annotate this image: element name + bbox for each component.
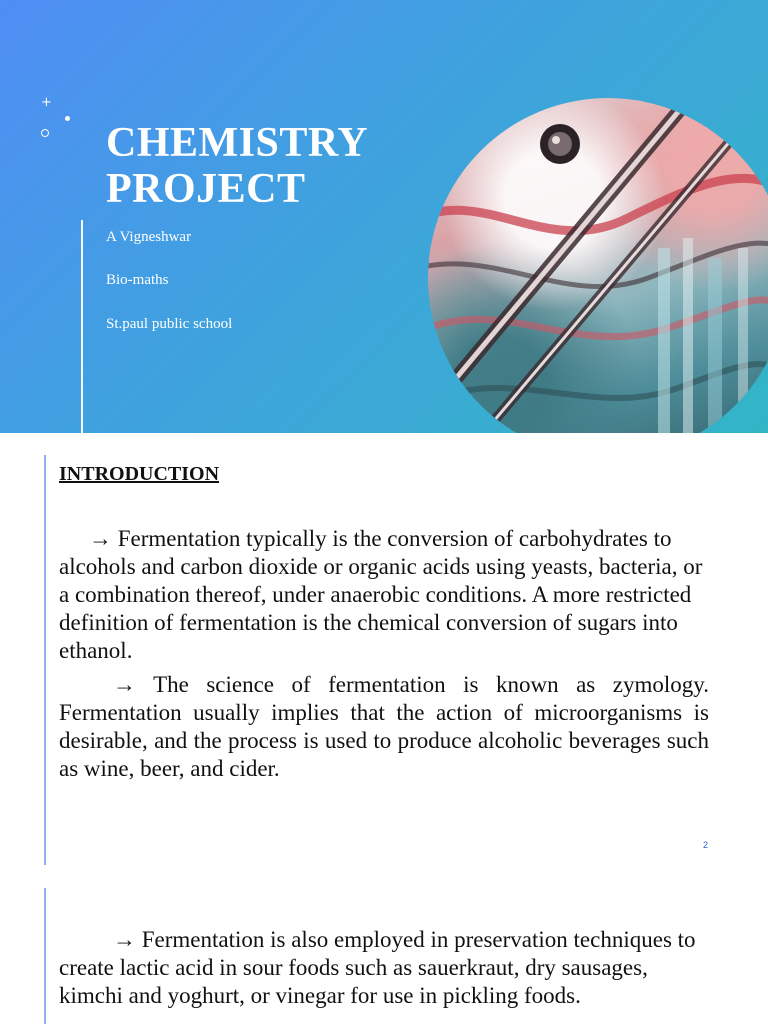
accent-line	[44, 455, 46, 865]
accent-line	[44, 888, 46, 1024]
paragraph-1: → Fermentation typically is the conversion of carbohydrates to alcohols and carbon dioxide or organic acids using yeasts, bacteria, or a combination thereof, under anaerobic conditions. A more restricted definition of fermentation is the chemical conversion of sugars into ethanol.	[59, 526, 703, 663]
title-line-1: CHEMISTRY	[106, 120, 369, 166]
dot-decoration-icon	[65, 116, 70, 121]
author-group: Bio-maths	[106, 272, 169, 288]
ring-decoration-icon	[41, 129, 49, 137]
glassware-illustration	[428, 98, 768, 433]
author-school: St.paul public school	[106, 316, 233, 332]
plus-decoration-icon: +	[41, 95, 52, 110]
introduction-slide	[0, 433, 768, 885]
vertical-divider	[81, 220, 83, 433]
title-slide	[0, 0, 768, 433]
lab-glassware-photo	[428, 98, 768, 433]
paragraph-1: → Fermentation is also employed in preservation techniques to create lactic acid in sour foods such as sauerkraut, dry sausages, kimchi and yoghurt, or vinegar for use in pickling foods.	[59, 927, 696, 1008]
page-number: 2	[703, 840, 709, 850]
slide-title	[106, 120, 416, 212]
content-slide	[0, 885, 768, 1024]
author-name: A Vigneshwar	[106, 229, 192, 245]
title-line-2: PROJECT	[106, 166, 306, 212]
paragraph-2: → The science of fermentation is known as zymology. Fermentation usually implies that the action of microorganisms is desirable, and the process is used to produce alcoholic beverages such as wine, beer, and cider.	[59, 672, 709, 781]
section-heading: INTRODUCTION	[59, 463, 220, 485]
